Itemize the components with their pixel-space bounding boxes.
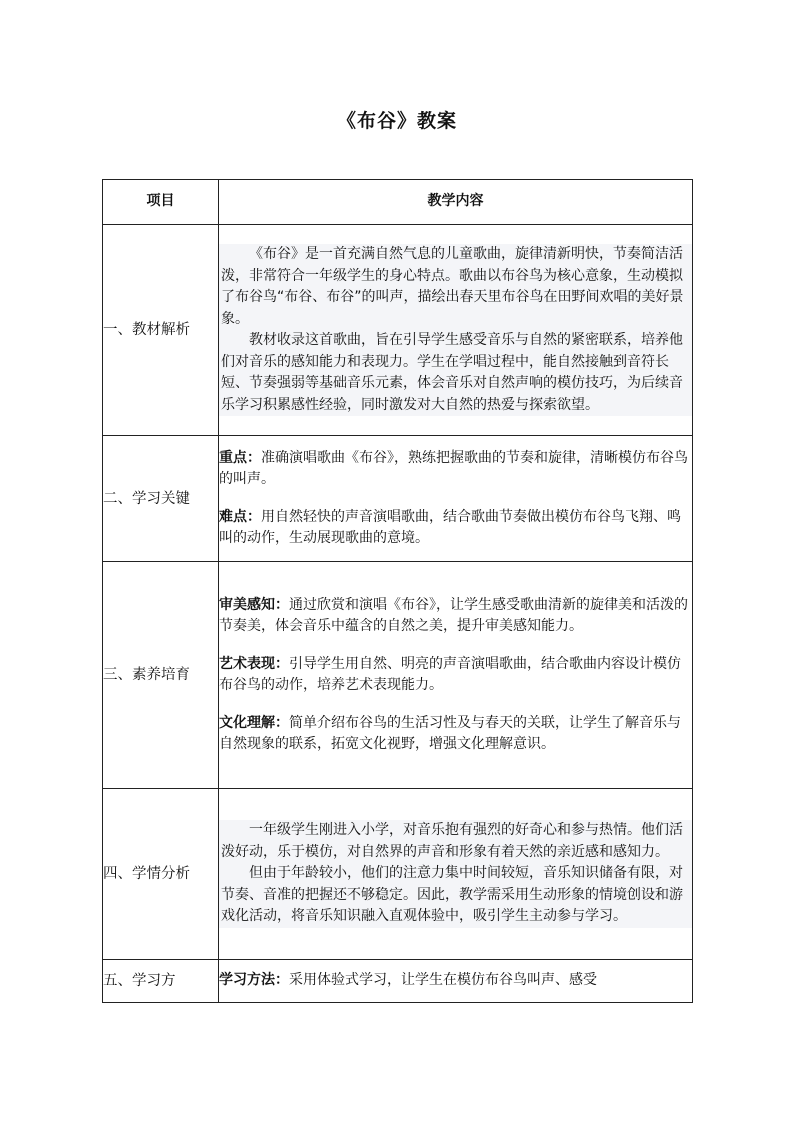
row-content	[219, 436, 693, 562]
paragraph: 一年级学生刚进入小学，对音乐抱有强烈的好奇心和参与热情。他们活泼好动，乐于模仿，对自然界的声音和形象有着天然的亲近感和感知力。	[221, 822, 683, 860]
paragraph-heading: 难点：	[219, 508, 261, 525]
lesson-plan-table	[102, 179, 693, 1003]
content-block	[219, 244, 692, 416]
paragraph-heading: 学习方法：	[219, 972, 289, 989]
paragraph-heading: 艺术表现：	[219, 655, 289, 672]
paragraph-heading: 文化理解：	[219, 714, 289, 731]
paragraph	[219, 507, 692, 550]
row-label: 一、教材解析	[103, 225, 219, 436]
paragraph-text: 用自然轻快的声音演唱歌曲，结合歌曲节奏做出模仿布谷鸟飞翔、鸣叫的动作，生动展现歌曲的意境。	[219, 508, 681, 546]
table-row	[103, 436, 693, 562]
paragraph: 教材收录这首歌曲，旨在引导学生感受音乐与自然的紧密联系，培养他们对音乐的感知能力和表现力。学生在学唱过程中，能自然接触到音符长短、节奏强弱等基础音乐元素，体会音乐对自然声响的模仿技巧，为后续音乐学习积累感性经验，同时激发对大自然的热爱与探索欲望。	[221, 332, 683, 413]
table-row	[103, 225, 693, 436]
column-header-item: 项目	[103, 180, 219, 225]
row-label: 三、素养培育	[103, 562, 219, 789]
table-header-row	[103, 180, 693, 225]
row-label: 四、学情分析	[103, 789, 219, 960]
paragraph-text: 简单介绍布谷鸟的生活习性及与春天的关联，让学生了解音乐与自然现象的联系，拓宽文化视野，增强文化理解意识。	[219, 714, 681, 752]
paragraph	[219, 654, 692, 697]
page-title: 《布谷》教案	[336, 110, 457, 132]
paragraph	[219, 713, 692, 756]
paragraph-text: 通过欣赏和演唱《布谷》，让学生感受歌曲清新的旋律美和活泼的节奏美，体会音乐中蕴含的自然之美，提升审美感知能力。	[219, 596, 688, 634]
table-row	[103, 789, 693, 960]
paragraph-heading: 审美感知：	[219, 596, 289, 613]
paragraph	[219, 448, 692, 491]
paragraph: 但由于年龄较小，他们的注意力集中时间较短，音乐知识储备有限，对节奏、音准的把握还不够稳定。因此，教学需采用生动形象的情境创设和游戏化活动，将音乐知识融入直观体验中，吸引学生主动参与学习。	[221, 865, 683, 925]
row-label: 五、学习方	[103, 960, 219, 1003]
paragraph	[219, 970, 692, 992]
row-label: 二、学习关键	[103, 436, 219, 562]
paragraph-text: 引导学生用自然、明亮的声音演唱歌曲，结合歌曲内容设计模仿布谷鸟的动作，培养艺术表现能力。	[219, 655, 681, 693]
paragraph-text: 采用体验式学习，让学生在模仿布谷鸟叫声、感受	[289, 972, 597, 989]
table-row	[103, 562, 693, 789]
content-block	[219, 820, 692, 928]
row-content	[219, 225, 693, 436]
paragraph-heading: 重点：	[219, 449, 261, 466]
row-content	[219, 960, 693, 1003]
row-content	[219, 562, 693, 789]
table-row	[103, 960, 693, 1003]
paragraph-text: 准确演唱歌曲《布谷》，熟练把握歌曲的节奏和旋律，清晰模仿布谷鸟的叫声。	[219, 449, 688, 487]
paragraph: 《布谷》是一首充满自然气息的儿童歌曲，旋律清新明快，节奏简洁活泼，非常符合一年级学生的身心特点。歌曲以布谷鸟为核心意象，生动模拟了布谷鸟“布谷、布谷”的叫声，描绘出春天里布谷鸟在田野间欢唱的美好景象。	[221, 246, 684, 327]
paragraph	[219, 595, 692, 638]
column-header-content: 教学内容	[219, 180, 693, 225]
row-content	[219, 789, 693, 960]
